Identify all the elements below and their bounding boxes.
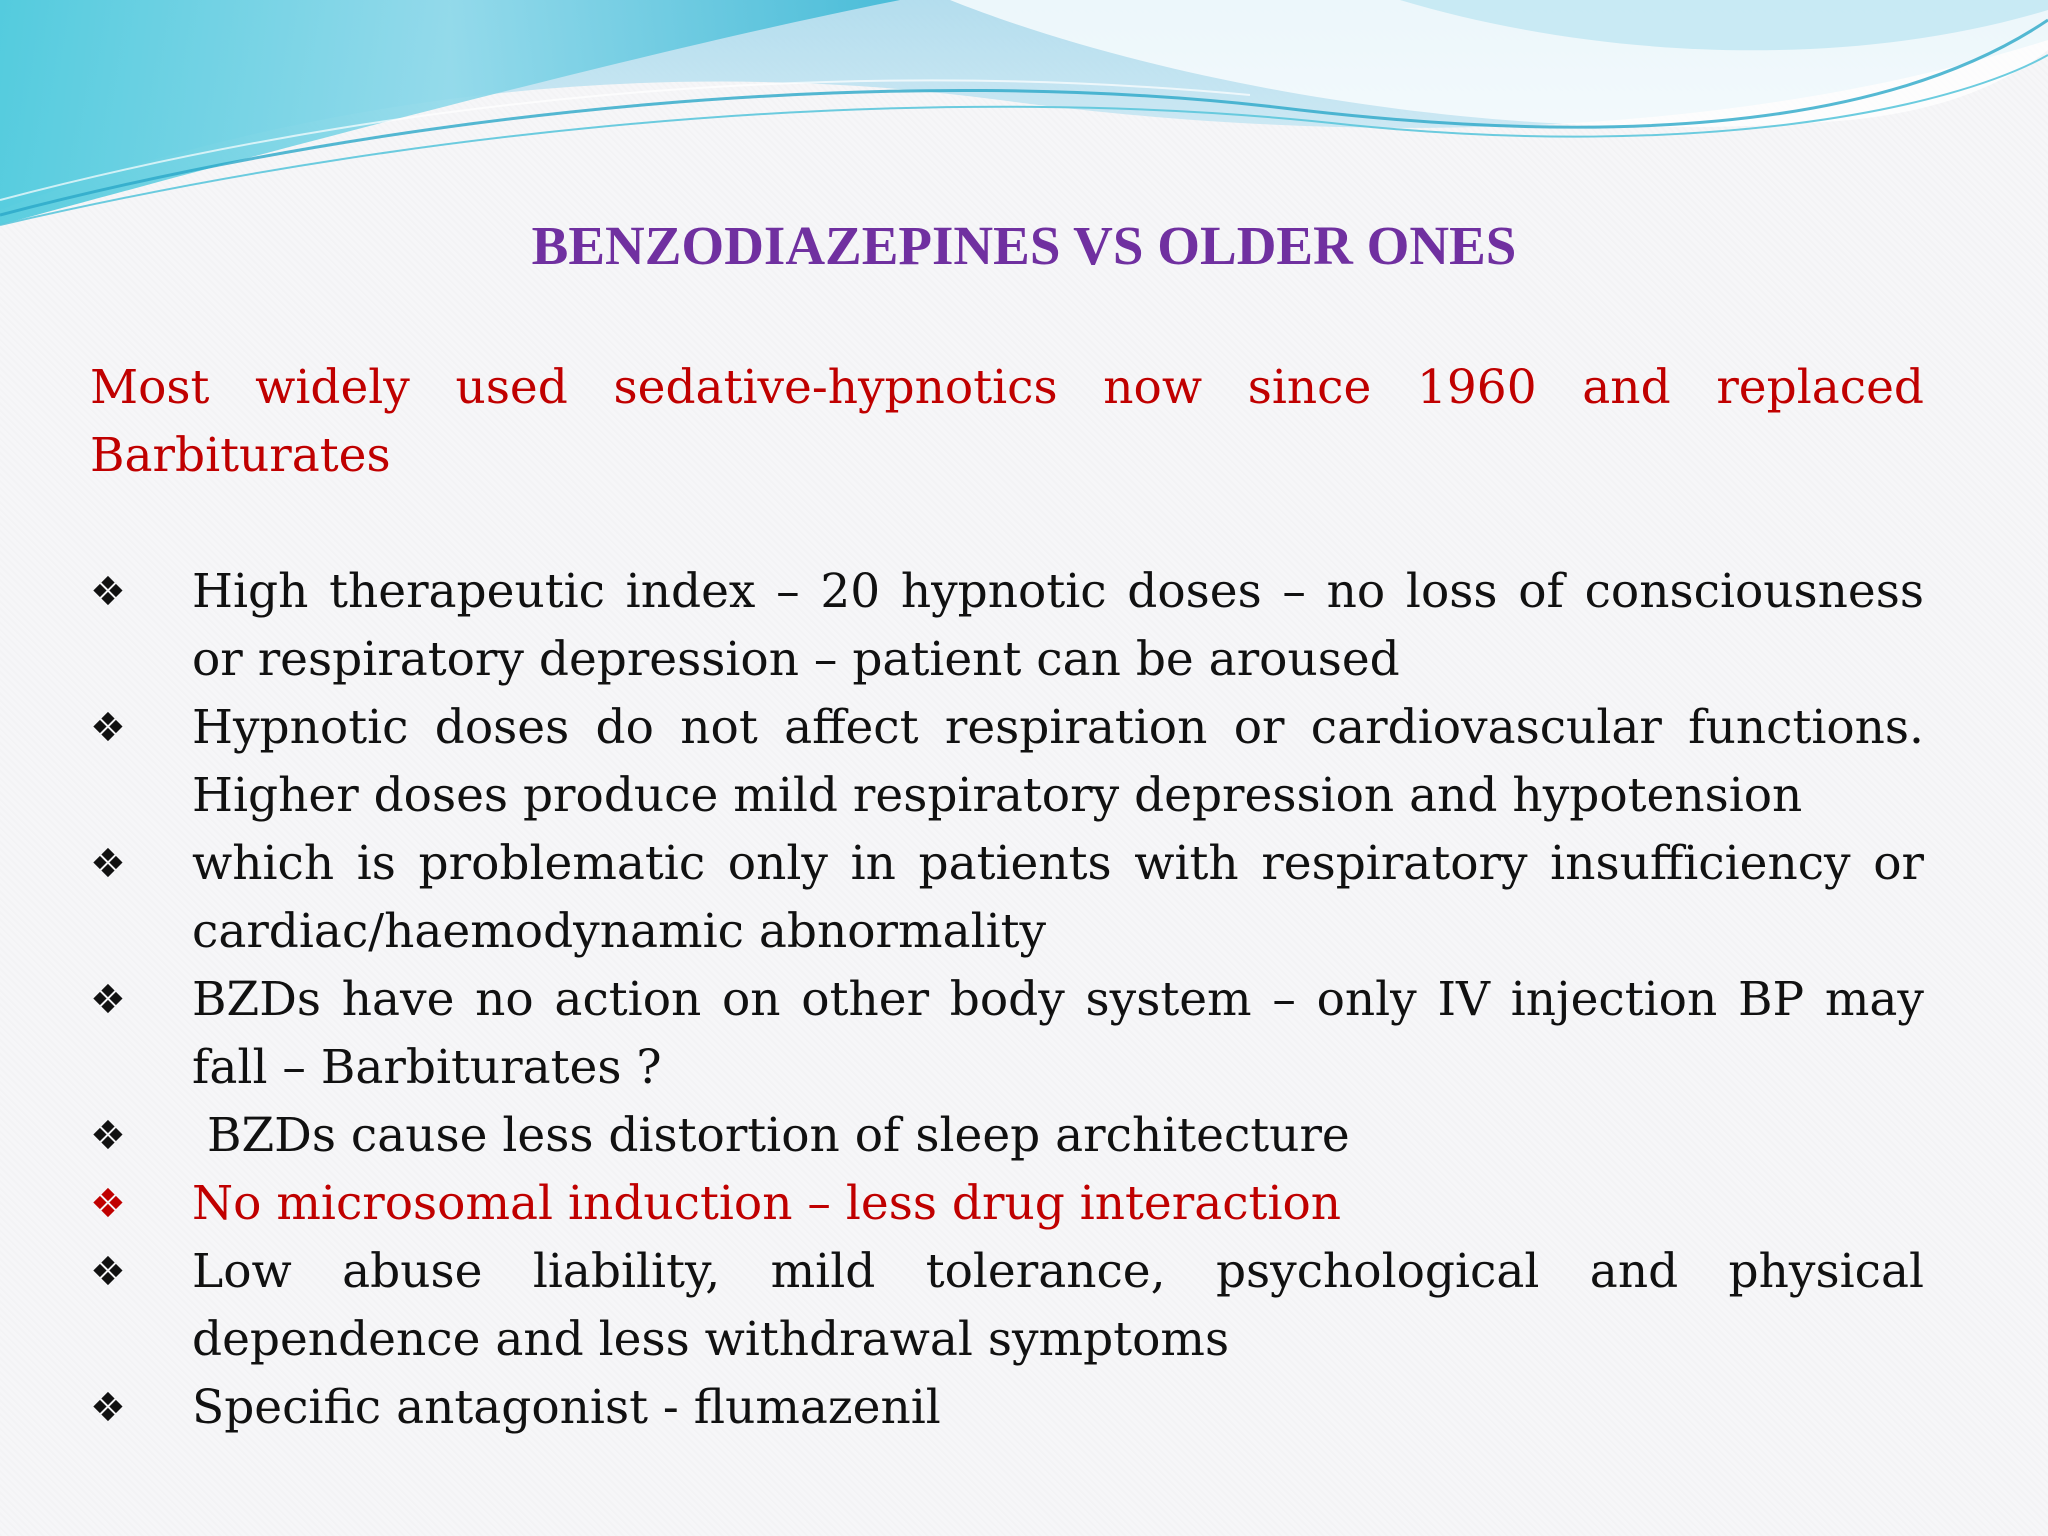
- four-diamond-bullet-icon: ❖: [90, 977, 126, 1023]
- bullet-item: [90, 966, 1924, 1102]
- bullet-item: [90, 1102, 1924, 1170]
- four-diamond-bullet-icon: ❖: [90, 1249, 126, 1295]
- bullet-text: BZDs have no action on other body system – only IV injection BP may fall – Barbiturates ?: [192, 972, 1924, 1095]
- bullet-item: [90, 1238, 1924, 1374]
- intro-text: Most widely used sedative-hypnotics now since 1960 and replaced Barbiturates: [90, 360, 1924, 483]
- bullet-text: which is problematic only in patients with respiratory insufficiency or cardiac/haemodynamic abnormality: [192, 836, 1924, 959]
- slide-title: BENZODIAZEPINES VS OLDER ONES: [531, 215, 1517, 276]
- four-diamond-bullet-icon: ❖: [90, 1181, 126, 1227]
- bullet-text: No microsomal induction – less drug interaction: [192, 1176, 1342, 1231]
- bullet-text: Low abuse liability, mild tolerance, psychological and physical dependence and less withdrawal symptoms: [192, 1244, 1924, 1367]
- four-diamond-bullet-icon: ❖: [90, 841, 126, 887]
- four-diamond-bullet-icon: ❖: [90, 705, 126, 751]
- bullet-text: High therapeutic index – 20 hypnotic doses – no loss of consciousness or respiratory depression – patient can be aroused: [192, 564, 1924, 687]
- bullet-text: BZDs cause less distortion of sleep architecture: [192, 1108, 1350, 1163]
- four-diamond-bullet-icon: ❖: [90, 569, 126, 615]
- bullet-item: [90, 558, 1924, 694]
- bullet-item-highlighted: [90, 1170, 1924, 1238]
- four-diamond-bullet-icon: ❖: [90, 1385, 126, 1431]
- bullet-list: [90, 558, 1924, 1442]
- bullet-item: [90, 830, 1924, 966]
- four-diamond-bullet-icon: ❖: [90, 1113, 126, 1159]
- bullet-text: Hypnotic doses do not affect respiration or cardiovascular functions. Higher doses produce mild respiratory depression and hypotension: [192, 700, 1924, 823]
- header-wave-decoration: [0, 0, 2048, 240]
- bullet-item: [90, 1374, 1924, 1442]
- bullet-item: [90, 694, 1924, 830]
- bullet-text: Specific antagonist - flumazenil: [192, 1380, 941, 1435]
